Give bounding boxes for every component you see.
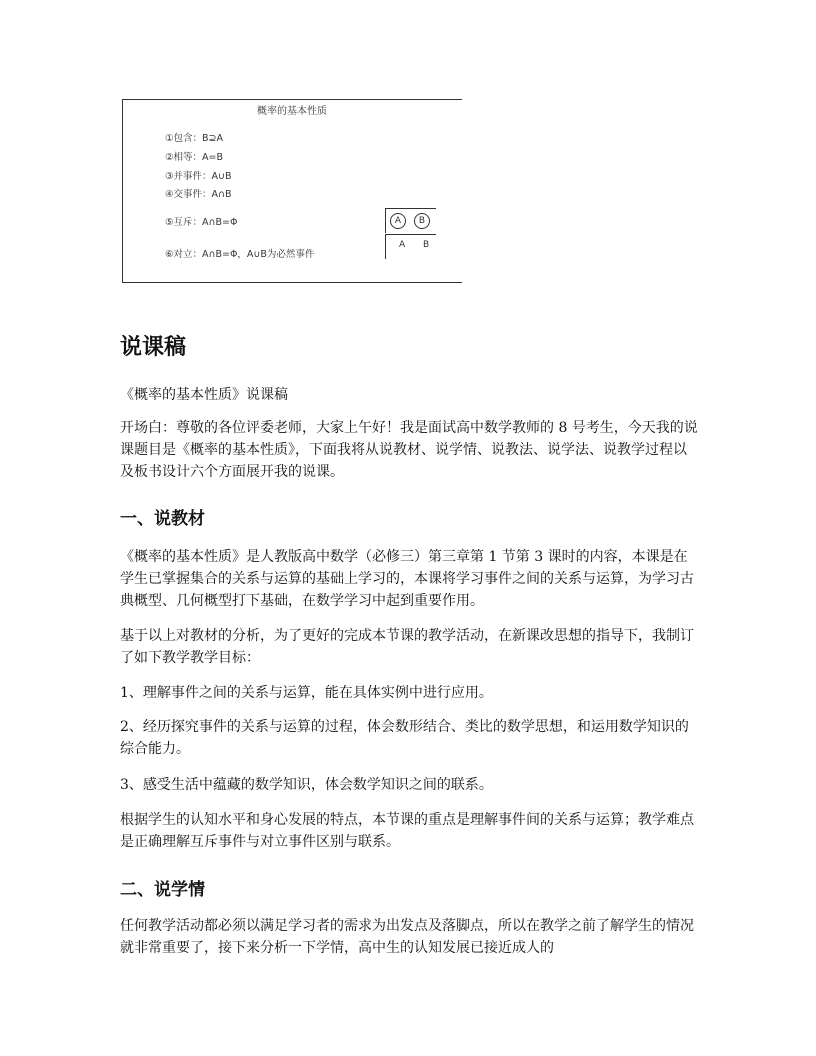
figure-title: 概率的基本性质 xyxy=(257,106,327,117)
figure-item-complementary: ⑥对立：A∩B=Φ，A∪B为必然事件 xyxy=(165,249,315,260)
venn-diagram-complementary xyxy=(385,234,436,259)
goal-item: 1、理解事件之间的关系与运算，能在具体实例中进行应用。 xyxy=(120,685,493,701)
section-heading-textbook: 一、说教材 xyxy=(120,509,205,529)
venn-circle-a: A xyxy=(390,213,406,229)
figure-item-intersection: ④交事件：A∩B xyxy=(165,189,232,200)
venn-label-a: A xyxy=(399,240,406,250)
venn-diagram-exclusive xyxy=(385,208,436,233)
figure-item-inclusion: ①包含：B⊇A xyxy=(165,133,223,144)
students-paragraph: 任何教学活动都必须以满足学习者的需求为出发点及落脚点，所以在教学之前了解学生的情况就非常重要了，接下来分析一下学情，高中生的认知发展已接近成人的 xyxy=(120,918,694,956)
figure-item-union: ③并事件：A∪B xyxy=(165,171,232,182)
figure-item-mutually-exclusive: ⑤互斥：A∩B=Φ xyxy=(165,217,238,228)
goals-intro-paragraph: 基于以上对教材的分析，为了更好的完成本节课的教学活动，在新课改思想的指导下，我制订了如下教学教学目标： xyxy=(120,628,694,666)
section-heading-students: 二、说学情 xyxy=(120,880,205,900)
board-figure xyxy=(122,99,462,283)
page-title: 说课稿 xyxy=(120,335,187,360)
venn-circle-b: B xyxy=(414,213,430,229)
goal-item: 3、感受生活中蕴藏的数学知识，体会数学知识之间的联系。 xyxy=(120,777,493,793)
textbook-paragraph: 《概率的基本性质》是人教版高中数学（必修三）第三章第 1 节第 3 课时的内容，本课是在学生已掌握集合的关系与运算的基础上学习的，本课将学习事件之间的关系与运算，为学习古典概型、几何概型打下基础，在数学学习中起到重要作用。 xyxy=(120,549,694,609)
doc-subtitle: 《概率的基本性质》说课稿 xyxy=(120,387,288,403)
focus-paragraph: 根据学生的认知水平和身心发展的特点，本节课的重点是理解事件间的关系与运算；教学难点是正确理解互斥事件与对立事件区别与联系。 xyxy=(120,812,694,850)
venn-label-b: B xyxy=(423,240,430,250)
intro-paragraph: 开场白：尊敬的各位评委老师，大家上午好！我是面试高中数学教师的 8 号考生，今天我的说课题目是《概率的基本性质》，下面我将从说教材、说学情、说教法、说学法、说教学过程以及板书设计六个方面展开我的说课。 xyxy=(120,420,698,480)
goal-item: 2、经历探究事件的关系与运算的过程，体会数形结合、类比的数学思想，和运用数学知识的综合能力。 xyxy=(120,719,689,757)
figure-item-equal: ②相等：A=B xyxy=(165,152,223,163)
